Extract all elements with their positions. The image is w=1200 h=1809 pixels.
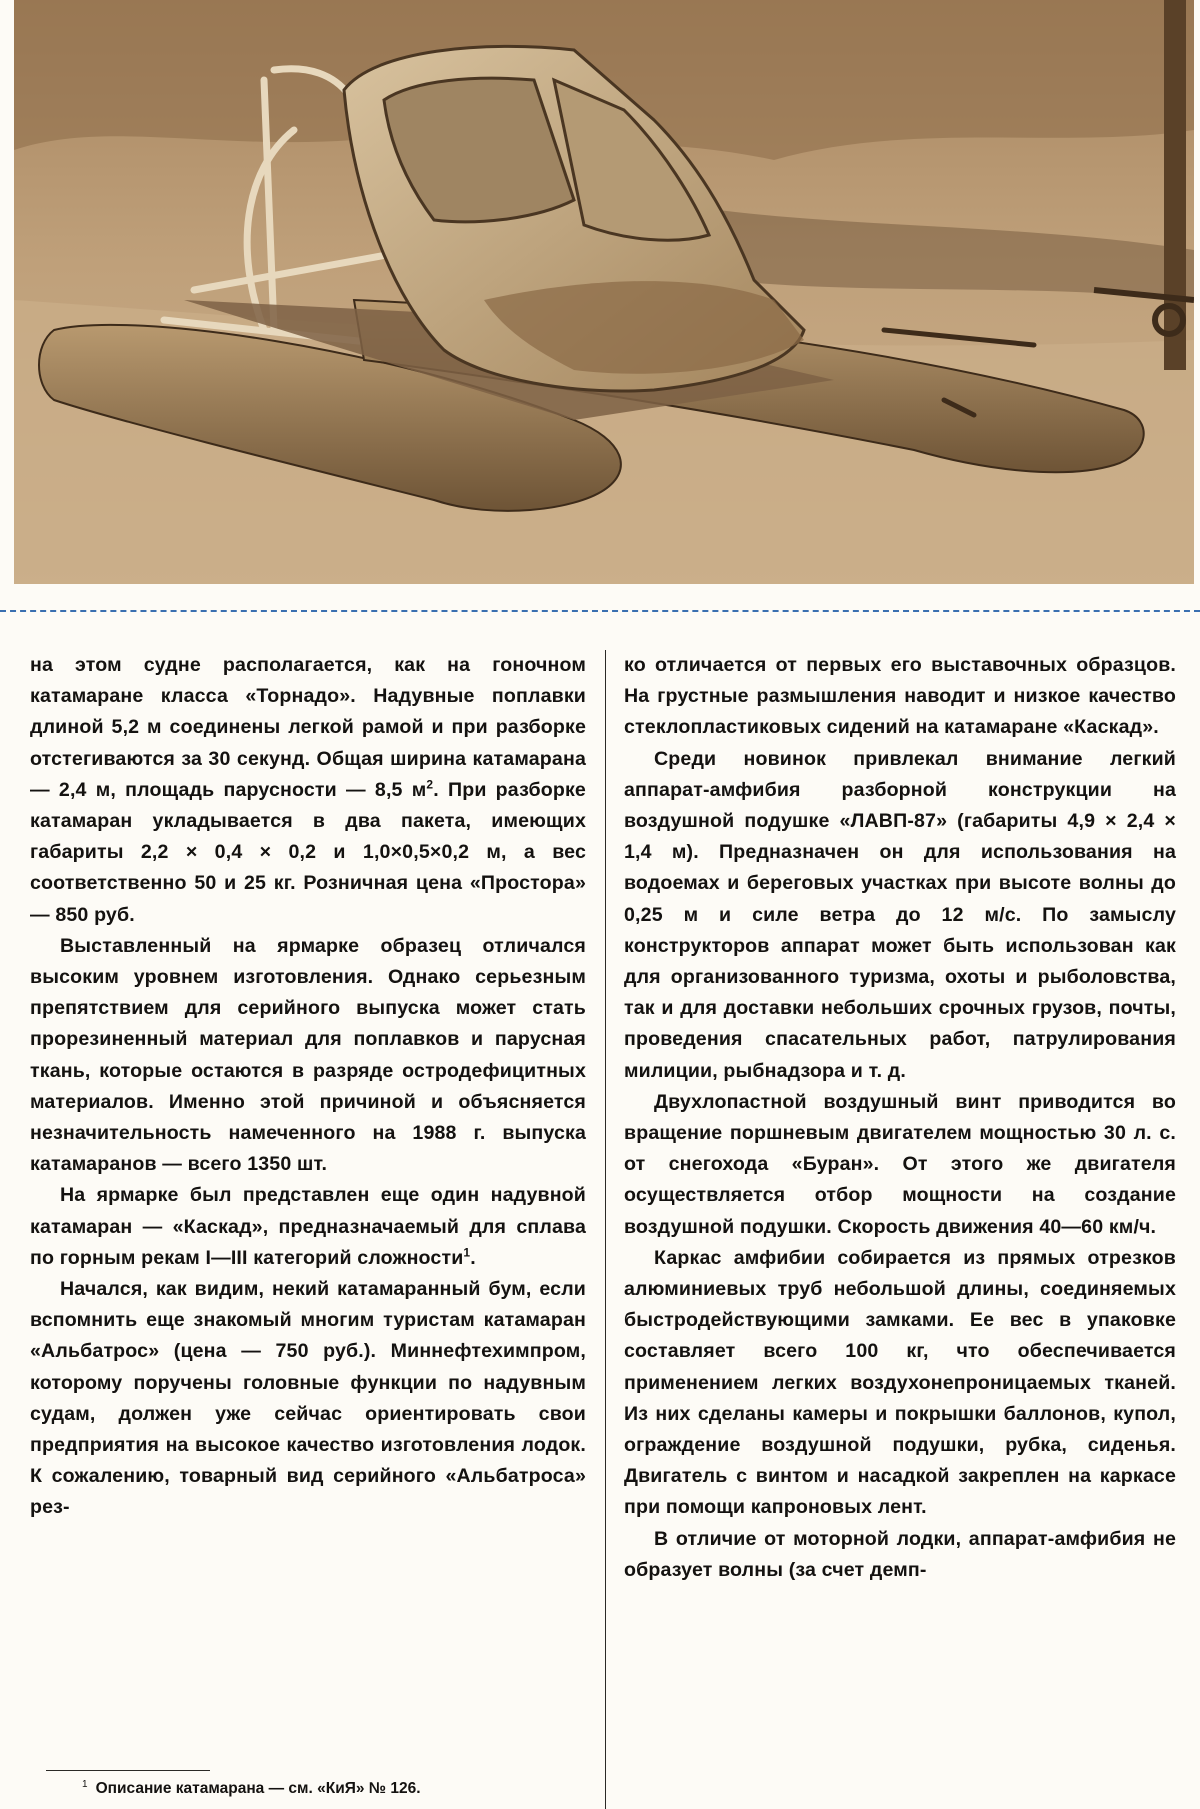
paragraph (30, 1180, 586, 1274)
footnote-divider (46, 1770, 210, 1771)
footnote-reference: 1 (463, 1245, 471, 1260)
footnote (82, 1778, 582, 1800)
paragraph: Начался, как видим, некий катамаранный бум, если вспомнить еще знакомый многим туристам катамаран «Альбатрос» (цена — 750 руб.). Миннефтехимпром, которому поручены головные функции по надувным судам, должен уже сейчас ориентировать свои предприятия на высокое качество изготовления лодок. К сожалению, товарный вид серийного «Альбатроса» рез- (30, 1278, 586, 1519)
paragraph: В отличие от моторной лодки, аппарат-амфибия не образует волны (за счет демп- (624, 1527, 1176, 1581)
paragraph: Двухлопастной воздушный винт приводится во вращение поршневым двигателем мощностью 30 л. с. от снегохода «Буран». От этого же двигателя осуществляется отбор мощности на создание воздушной подушки. Скорость движения 40—60 км/ч. (624, 1090, 1176, 1238)
paragraph-text: . (470, 1246, 476, 1269)
paragraph-text: На ярмарке был представлен еще один надувной катамаран — «Каскад», предназначаемый для сплава по горным рекам I—III категорий сложности (30, 1184, 586, 1269)
catamaran-photo-illustration (14, 0, 1194, 584)
paragraph (30, 650, 586, 931)
paragraph: Каркас амфибии собирается из прямых отрезков алюминиевых труб небольшой длины, соединяемых быстродействующими замками. Ее вес в упаковке составляет всего 100 кг, что обеспечивается применением легких воздухонепроницаемых тканей. Из них сделаны камеры и покрышки баллонов, купол, ограждение воздушной подушки, рубка, сиденья. Двигатель с винтом и насадкой закреплен на каркасе при помощи капроновых лент. (624, 1246, 1176, 1519)
footnote-text: Описание катамарана — см. «КиЯ» № 126. (95, 1780, 421, 1797)
paragraph: Выставленный на ярмарке образец отличался высоким уровнем изготовления. Однако серьезным препятствием для серийного выпуска может стать прорезиненный материал для поплавков и парусная ткань, которые остаются в разряде остродефицитных материалов. Именно этой причиной и объясняется незначительность намеченного на 1988 г. выпуска катамаранов — всего 1350 шт. (30, 934, 586, 1176)
paragraph-text: . При разборке катамаран укладывается в два пакета, имеющих габариты 2,2 × 0,4 × 0,2 и 1,0×0,5×0,2 м, а вес соответственно 50 и 25 кг. Розничная цена «Простора» — 850 руб. (30, 778, 586, 926)
text-column-left (30, 650, 586, 1524)
paragraph: ко отличается от первых его выставочных образцов. На грустные размышления наводит и низкое качество стеклопластиковых сидений на катамаране «Каскад». (624, 654, 1176, 739)
superscript: 2 (426, 777, 434, 792)
column-divider (605, 650, 606, 1809)
footnote-mark: 1 (82, 1778, 88, 1790)
text-column-right (624, 650, 1176, 1586)
paragraph-text: на этом судне располагается, как на гоночном катамаране класса «Торнадо». Надувные поплавки длиной 5,2 м соединены легкой рамой и при разборке отстегиваются за 30 секунд. Общая ширина катамарана — 2,4 м, площадь парусности — 8,5 м (30, 654, 586, 801)
catamaran-photo (14, 0, 1194, 584)
paragraph: Среди новинок привлекал внимание легкий аппарат-амфибия разборной конструкции на воздушной подушке «ЛАВП-87» (габариты 4,9 × 2,4 × 1,4 м). Предназначен он для использования на водоемах и береговых участках при высоте волны до 0,25 м и силе ветра до 12 м/с. По замыслу конструкторов аппарат может быть использован как для организованного туризма, охоты и рыболовства, так и для доставки небольших срочных грузов, почты, проведения спасательных работ, патрулирования милиции, рыбнадзора и т. д. (624, 747, 1176, 1082)
section-divider (0, 610, 1200, 612)
